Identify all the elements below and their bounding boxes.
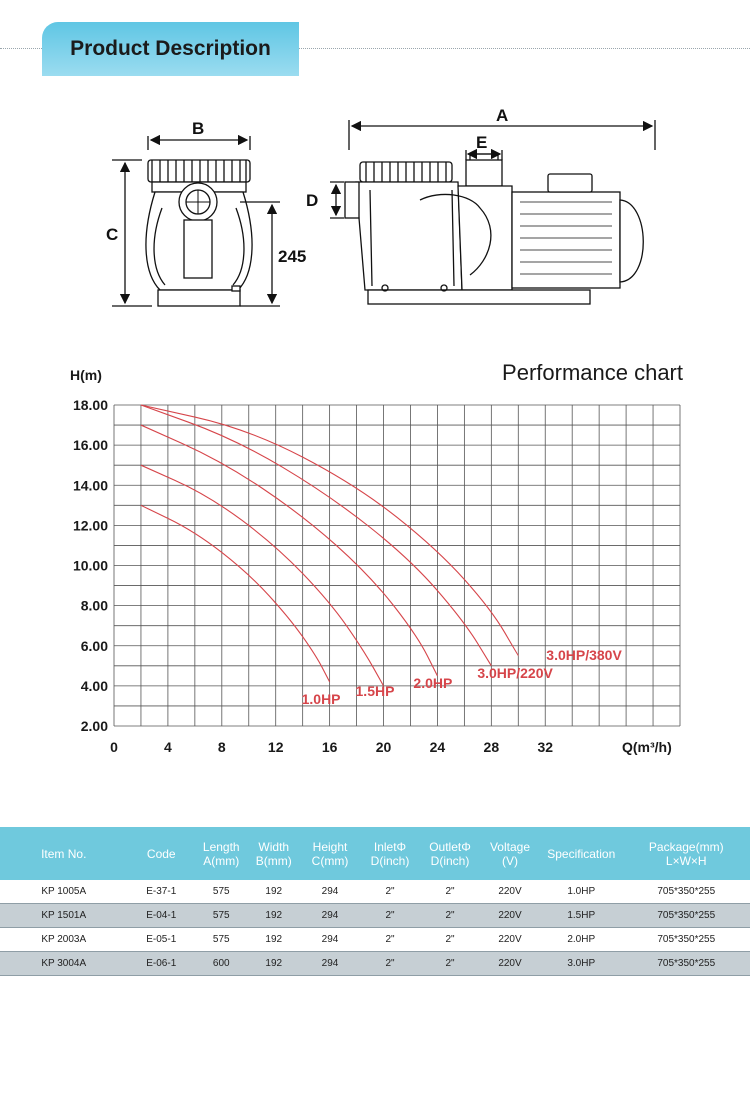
x-tick-label: 8	[217, 739, 226, 755]
table-cell: 600	[195, 952, 248, 976]
column-header	[248, 827, 301, 880]
column-header-line: InletΦ	[373, 839, 407, 854]
column-header-line: B(mm)	[255, 853, 292, 868]
x-tick-label: 0	[110, 739, 118, 755]
x-tick-label: 28	[483, 739, 500, 755]
column-header	[420, 827, 480, 880]
x-tick-label: 32	[537, 739, 554, 755]
table-cell: 705*350*255	[623, 952, 750, 976]
table-cell: 220V	[480, 952, 540, 976]
x-tick-label: 20	[375, 739, 392, 755]
dim-label-c: C	[106, 225, 119, 244]
table-cell: 2"	[420, 952, 480, 976]
dim-label-e: E	[476, 133, 488, 152]
table-cell: 2"	[420, 880, 480, 904]
table-cell: 2"	[420, 928, 480, 952]
table-cell: 220V	[480, 880, 540, 904]
column-header-line: Height	[312, 839, 348, 854]
column-header-line: L×W×H	[665, 853, 707, 868]
column-header	[360, 827, 420, 880]
series-label: 1.0HP	[301, 690, 341, 707]
y-tick-label: 8.00	[80, 597, 108, 614]
series-curve-1	[141, 465, 384, 686]
column-header-line: D(inch)	[370, 853, 410, 868]
column-header	[300, 827, 360, 880]
series-label: 3.0HP/220V	[477, 664, 553, 681]
table-cell: 192	[248, 880, 301, 904]
table-row	[0, 952, 750, 976]
table-cell: 220V	[480, 928, 540, 952]
chart-grid	[114, 405, 680, 726]
dim-label-d: D	[306, 191, 319, 210]
x-tick-label: 12	[267, 739, 284, 755]
series-curve-0	[141, 505, 330, 682]
table-cell: KP 1005A	[0, 880, 128, 904]
table-cell: 294	[300, 880, 360, 904]
chart-title: Performance chart	[502, 360, 683, 385]
table-cell: 705*350*255	[623, 904, 750, 928]
table-cell: 294	[300, 952, 360, 976]
performance-chart	[0, 350, 750, 770]
y-tick-label: 14.00	[72, 477, 108, 494]
x-tick-label: 24	[429, 739, 446, 755]
table-cell: 294	[300, 904, 360, 928]
table-cell: 192	[248, 904, 301, 928]
column-header-line: A(mm)	[203, 853, 240, 868]
table-cell: 2"	[360, 904, 420, 928]
table-body	[0, 880, 750, 976]
chart-x-axis-label: Q(m³/h)	[622, 739, 672, 755]
column-header	[195, 827, 248, 880]
x-tick-label: 4	[164, 739, 172, 755]
dim-label-245: 245	[278, 247, 307, 266]
table-cell: 2"	[360, 952, 420, 976]
column-header-line: D(inch)	[430, 853, 470, 868]
column-header-line: Item No.	[41, 846, 87, 861]
y-tick-label: 10.00	[72, 557, 108, 574]
column-header	[0, 827, 128, 880]
y-tick-label: 16.00	[72, 437, 108, 454]
series-curve-3	[141, 405, 491, 666]
table-cell: 2.0HP	[540, 928, 623, 952]
table-cell: E-04-1	[128, 904, 196, 928]
column-header-line: Width	[258, 839, 290, 854]
table-cell: 192	[248, 928, 301, 952]
column-header	[128, 827, 196, 880]
table-header-row	[0, 827, 750, 880]
chart-series-labels	[302, 647, 623, 707]
dim-label-b: B	[192, 119, 205, 138]
series-label: 2.0HP	[413, 674, 453, 691]
table-cell: 575	[195, 928, 248, 952]
front-view	[112, 136, 280, 306]
series-label: 1.5HP	[355, 682, 395, 699]
column-header-line: Voltage	[489, 839, 531, 854]
column-header-line: OutletΦ	[429, 839, 471, 854]
table-cell: 575	[195, 880, 248, 904]
table-cell: 3.0HP	[540, 952, 623, 976]
table-cell: 2"	[420, 904, 480, 928]
series-curve-2	[141, 425, 437, 676]
y-tick-label: 4.00	[80, 677, 108, 694]
y-tick-label: 18.00	[72, 397, 108, 413]
chart-y-axis-label: H(m)	[70, 367, 102, 383]
column-header-line: Specification	[547, 846, 616, 861]
column-header	[480, 827, 540, 880]
side-view	[330, 120, 655, 304]
column-header	[623, 827, 750, 880]
page-title: Product Description	[70, 37, 271, 60]
table-cell: 2"	[360, 880, 420, 904]
table-cell: 192	[248, 952, 301, 976]
table-cell: KP 1501A	[0, 904, 128, 928]
table-cell: KP 3004A	[0, 952, 128, 976]
table-cell: E-05-1	[128, 928, 196, 952]
table-cell: 705*350*255	[623, 928, 750, 952]
table-cell: KP 2003A	[0, 928, 128, 952]
y-tick-label: 12.00	[72, 517, 108, 534]
table-cell: 220V	[480, 904, 540, 928]
x-tick-label: 16	[321, 739, 338, 755]
dim-label-a: A	[496, 106, 509, 125]
column-header-line: Code	[146, 846, 176, 861]
table-row	[0, 904, 750, 928]
y-tick-label: 6.00	[80, 637, 108, 654]
table-row	[0, 928, 750, 952]
table-cell: 2"	[360, 928, 420, 952]
column-header-line: (V)	[502, 853, 518, 868]
title-banner	[42, 22, 299, 76]
table-cell: 1.0HP	[540, 880, 623, 904]
spec-table	[0, 827, 750, 976]
table-cell: 705*350*255	[623, 880, 750, 904]
y-tick-label: 2.00	[80, 718, 108, 734]
table-cell: 575	[195, 904, 248, 928]
table-cell: 294	[300, 928, 360, 952]
table-cell: 1.5HP	[540, 904, 623, 928]
table-row	[0, 880, 750, 904]
table-cell: E-06-1	[128, 952, 196, 976]
column-header	[540, 827, 623, 880]
column-header-line: C(mm)	[311, 853, 349, 868]
table-cell: E-37-1	[128, 880, 196, 904]
series-label: 3.0HP/380V	[546, 646, 622, 663]
pump-dimension-drawing	[0, 90, 750, 325]
column-header-line: Length	[202, 839, 240, 854]
column-header-line: Package(mm)	[648, 839, 724, 854]
